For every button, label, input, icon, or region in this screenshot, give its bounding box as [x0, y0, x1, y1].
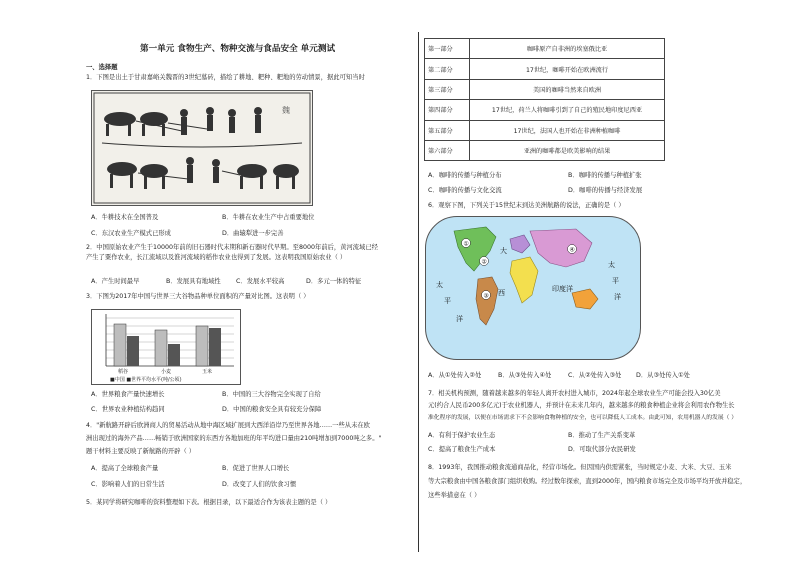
q2-option-c[interactable]: C．发展水平较高 — [236, 278, 285, 285]
asia — [530, 229, 592, 267]
map-label-tai: 太 — [436, 281, 443, 289]
q7-option-a[interactable]: A．有利于保护农业生态 — [428, 432, 496, 439]
q4-option-a[interactable]: A．提高了全球粮食产量 — [91, 465, 159, 472]
q2-option-a[interactable]: A．产生时间最早 — [91, 278, 140, 285]
bar-corn-china — [196, 326, 208, 366]
brick-painting-drawing — [92, 91, 312, 205]
q6-option-d[interactable]: D．从③处传入①处 — [636, 372, 690, 379]
q5-option-a[interactable]: A．咖啡的传播与种植分布 — [428, 172, 502, 179]
q4-option-c[interactable]: C．影响着人们的日常生活 — [91, 481, 165, 488]
q5-option-d[interactable]: D．咖啡的传播与经济发展 — [568, 187, 643, 194]
q5-option-c[interactable]: C．咖啡的传播与文化交流 — [428, 187, 502, 194]
map-marker-3: ③ — [483, 292, 489, 300]
bar-wheat-china — [155, 330, 167, 366]
q6-line1: 6．观察下图，下列关于15世纪末到达美洲航路的说法，正确的是（ ） — [428, 202, 625, 209]
south-america — [476, 277, 498, 325]
q1-option-d[interactable]: D．曲辕犁进一步完善 — [222, 230, 284, 237]
coffee-table — [424, 38, 665, 161]
tick-wheat: 小麦 — [161, 369, 172, 375]
q3-bar-chart — [91, 309, 241, 385]
africa — [510, 257, 538, 303]
tick-corn: 玉米 — [202, 369, 213, 375]
q3-option-d[interactable]: D．中国的粮食安全具有较充分保障 — [222, 406, 322, 413]
q7-option-d[interactable]: D．可取代部分农民研发 — [568, 446, 636, 453]
q7-line3: 准化程序的发展，以便在市场需求下不会影响食物种植的安全，也可以降低人工成本。由此可知，农用机器人的发展（ ） — [428, 415, 738, 421]
map-label-tai-east: 太 — [608, 261, 615, 269]
q2-option-d[interactable]: D．多元一体的特征 — [306, 278, 362, 285]
page-title: 第一单元 食物生产、物种交流与食品安全 单元测试 — [140, 44, 336, 54]
q6-option-b[interactable]: B．从③处传入④处 — [498, 372, 552, 379]
world-map-svg — [426, 217, 640, 359]
q1-stem: 1．下图是出土于甘肃嘉峪关魏晋的3世纪墓砖，描绘了耕地、耙种、耙地的劳动情景，据此可知当时 — [86, 74, 365, 81]
section-heading: 一、选择题 — [86, 64, 118, 71]
q7-line1: 7．相关机构预测，随着越来越多的年轻人离开农村进入城市，2024年起全球农业生产可能会投入30亿美 — [428, 390, 721, 397]
q4-line2: 洲出现过的海外产品……畅销于欧洲国家的东西方各地加班的年平均进口量由210吨增加到7000吨之多。" — [86, 435, 382, 442]
map-label-indian: 印度洋 — [552, 285, 573, 293]
q1-option-c[interactable]: C．东汉农业生产模式已形成 — [91, 230, 171, 237]
map-label-yang: 洋 — [456, 315, 463, 323]
q4-line1: 4．"新航路开辟后欧洲商人的贸易活动从地中海区域扩展到大西洋沿岸乃至世界各地……一些从未在欧 — [86, 422, 370, 429]
q5-option-b[interactable]: B．咖啡的传播与种植扩张 — [568, 172, 642, 179]
bar-chart-svg — [92, 310, 240, 384]
bar-rice-china — [114, 324, 126, 366]
q1-figure-mark: 魏 — [282, 106, 290, 115]
table-row: 第六部分 亚洲的咖啡都是欧美影响的结果 — [425, 140, 665, 160]
q8-line3: 这些举措意在（ ） — [428, 492, 481, 499]
table-row: 第四部分 17世纪，荷兰人将咖啡引到了自己的殖民地印度尼西亚 — [425, 100, 665, 120]
q1-option-b[interactable]: B．牛耕在农业生产中占重要地位 — [222, 214, 315, 221]
map-label-yang-east: 洋 — [614, 293, 621, 301]
map-label-ping-east: 平 — [612, 277, 619, 285]
chart-legend: ■中国 ■世界平均水平(吨/公顷) — [110, 377, 182, 383]
column-divider — [418, 32, 419, 552]
q4-option-b[interactable]: B．促进了世界人口增长 — [222, 465, 290, 472]
table-row: 第五部分 17世纪，法国人也开始在非洲种植咖啡 — [425, 120, 665, 140]
q7-option-c[interactable]: C．提高了粮食生产成本 — [428, 446, 496, 453]
q7-line2: 元(约合人民币200多亿元)于农业机器人，并预计在未来几年内，越来越多的粮食种植企业将会利用农作物生长 — [428, 402, 735, 409]
q7-option-b[interactable]: B．推动了生产关系变革 — [568, 432, 636, 439]
map-marker-2: ② — [481, 258, 487, 266]
table-row: 第二部分 17世纪，咖啡开始在欧洲流行 — [425, 59, 665, 79]
europe — [510, 235, 530, 253]
bar-corn-world — [209, 328, 221, 366]
bar-wheat-world — [168, 344, 180, 366]
q3-option-b[interactable]: B．中国的三大谷物完全实现了自给 — [222, 391, 321, 398]
tick-rice: 稻谷 — [118, 369, 129, 375]
q8-line2: 等大宗粮食由中国各粮食部门组织收购。经过数年探索，直到2000年，国内粮食市场完全及市场平均开放并稳定， — [428, 478, 747, 485]
map-label-da: 大 — [500, 247, 507, 255]
q1-option-a[interactable]: A．牛耕技术在全国普及 — [91, 214, 159, 221]
q4-line3: 题干材料主要反映了新航路的开辟（ ） — [86, 448, 196, 455]
q2-line2: 产生了粟作农业，长江流域以及淮河流域的稻作农业也得到了发展。这表明我国原始农业（ ） — [86, 254, 347, 261]
q1-brick-painting — [91, 90, 313, 206]
q6-world-map — [425, 216, 641, 360]
map-label-xi: 西 — [498, 289, 505, 297]
bar-rice-world — [127, 336, 139, 366]
table-row: 第一部分 咖啡原产自非洲的埃塞俄比亚 — [425, 39, 665, 59]
map-marker-1: ① — [463, 240, 469, 248]
q5-line1: 5．某同学将研究咖啡的资料整理如下表。根据目录，以下最适合作为该表主题的是（ ） — [86, 499, 332, 506]
australia — [572, 289, 598, 309]
q3-option-a[interactable]: A．世界粮食产量快速增长 — [91, 391, 165, 398]
q3-option-c[interactable]: C．世界农业种植结构趋同 — [91, 406, 165, 413]
map-label-ping: 平 — [444, 297, 451, 305]
map-marker-4: ④ — [569, 246, 575, 254]
q4-option-d[interactable]: D．改变了人们的饮食习惯 — [222, 481, 297, 488]
north-america — [454, 227, 496, 271]
table-row: 第三部分 美国的咖啡当然来自欧洲 — [425, 79, 665, 99]
q2-line1: 2．中国原始农业产生于10000年前的旧石器时代末期和新石器时代早期。至8000年前后，黄河流域已经 — [86, 244, 378, 251]
q3-line1: 3．下图为2017年中国与世界三大谷物品种单位面积的产量对比图。这表明（ ） — [86, 293, 310, 300]
q2-option-b[interactable]: B．发展具有地域性 — [166, 278, 221, 285]
q6-option-c[interactable]: C．从②处传入③处 — [568, 372, 622, 379]
q6-option-a[interactable]: A．从①处传入②处 — [428, 372, 482, 379]
q8-line1: 8．1993年，我国推动粮食流通商品化，经营市场化。但因国内供需紧张，当时规定小麦、大米、大豆、玉米 — [428, 464, 732, 471]
